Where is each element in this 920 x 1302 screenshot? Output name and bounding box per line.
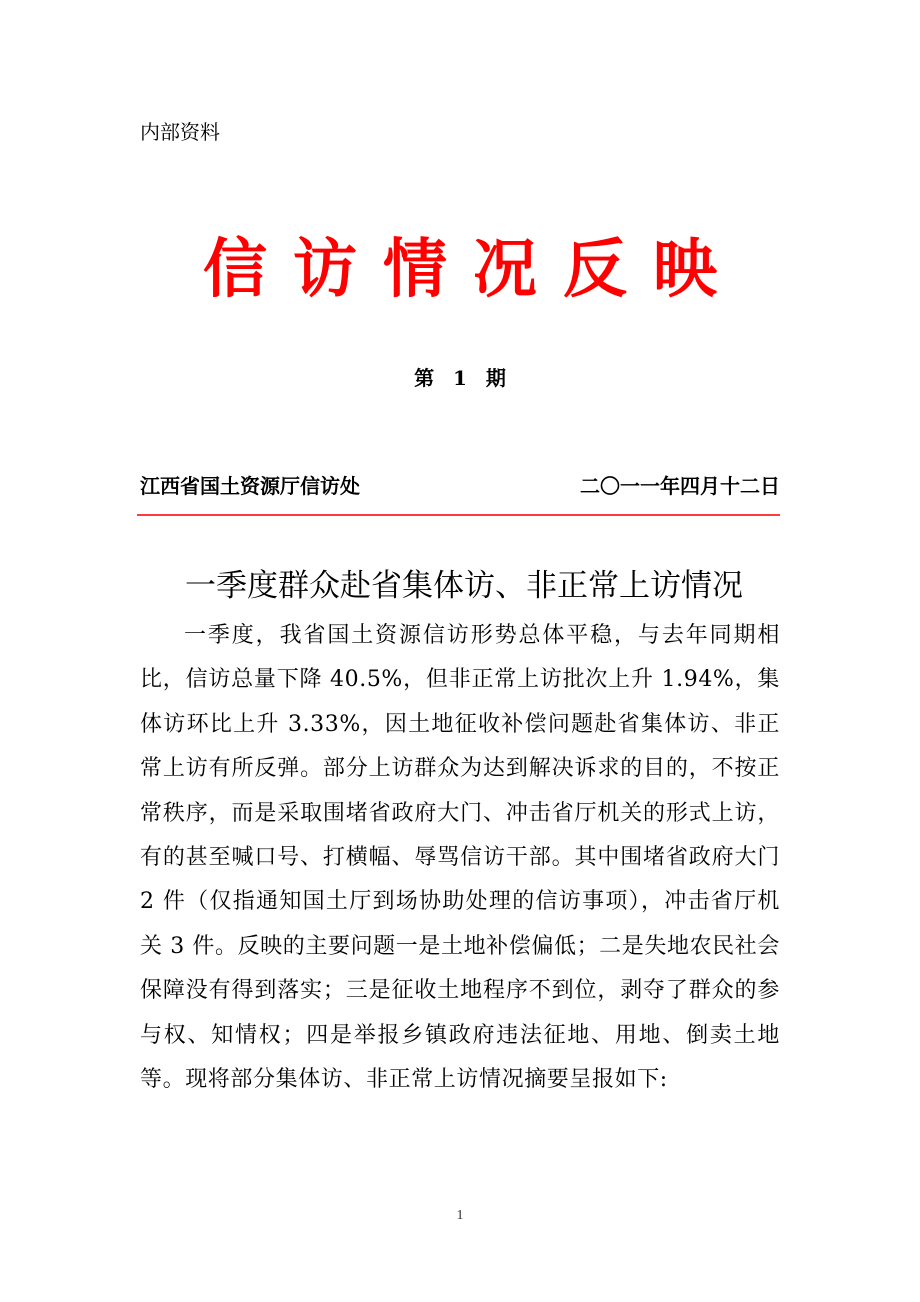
issuer-date-row [140, 472, 780, 500]
article-paragraph: 一季度，我省国土资源信访形势总体平稳，与去年同期相比，信访总量下降 40.5%，但非正常上访批次上升 1.94%，集体访环比上升 3.33%，因土地征收补偿问题赴省集体访、非正常上访有所反弹。部分上访群众为达到解决诉求的目的，不按正常秩序，而是采取围堵省政府大门、冲击省厅机关的形式上访，有的甚至喊口号、打横幅、辱骂信访干部。其中围堵省政府大门 2 件（仅指通知国土厅到场协助处理的信访事项），冲击省厅机关 3 件。反映的主要问题一是土地补偿偏低；二是失地农民社会保障没有得到落实；三是征收土地程序不到位，剥夺了群众的参与权、知情权；四是举报乡镇政府违法征地、用地、倒卖土地等。现将部分集体访、非正常上访情况摘要呈报如下: [140, 623, 780, 1093]
issue-prefix: 第 [414, 366, 435, 390]
issue-date: 二〇一一年四月十二日 [580, 474, 780, 498]
page-number: 1 [456, 1208, 464, 1223]
issue-suffix: 期 [485, 366, 506, 390]
issue-value: 1 [453, 366, 467, 390]
article-title: 一季度群众赴省集体访、非正常上访情况 [185, 568, 743, 604]
issue-number [0, 364, 920, 392]
red-divider [137, 514, 780, 516]
issuer-name: 江西省国土资源厅信访处 [140, 474, 360, 498]
classification-label: 内部资料 [140, 120, 220, 144]
masthead-title: 信访情况反映 [203, 232, 743, 307]
